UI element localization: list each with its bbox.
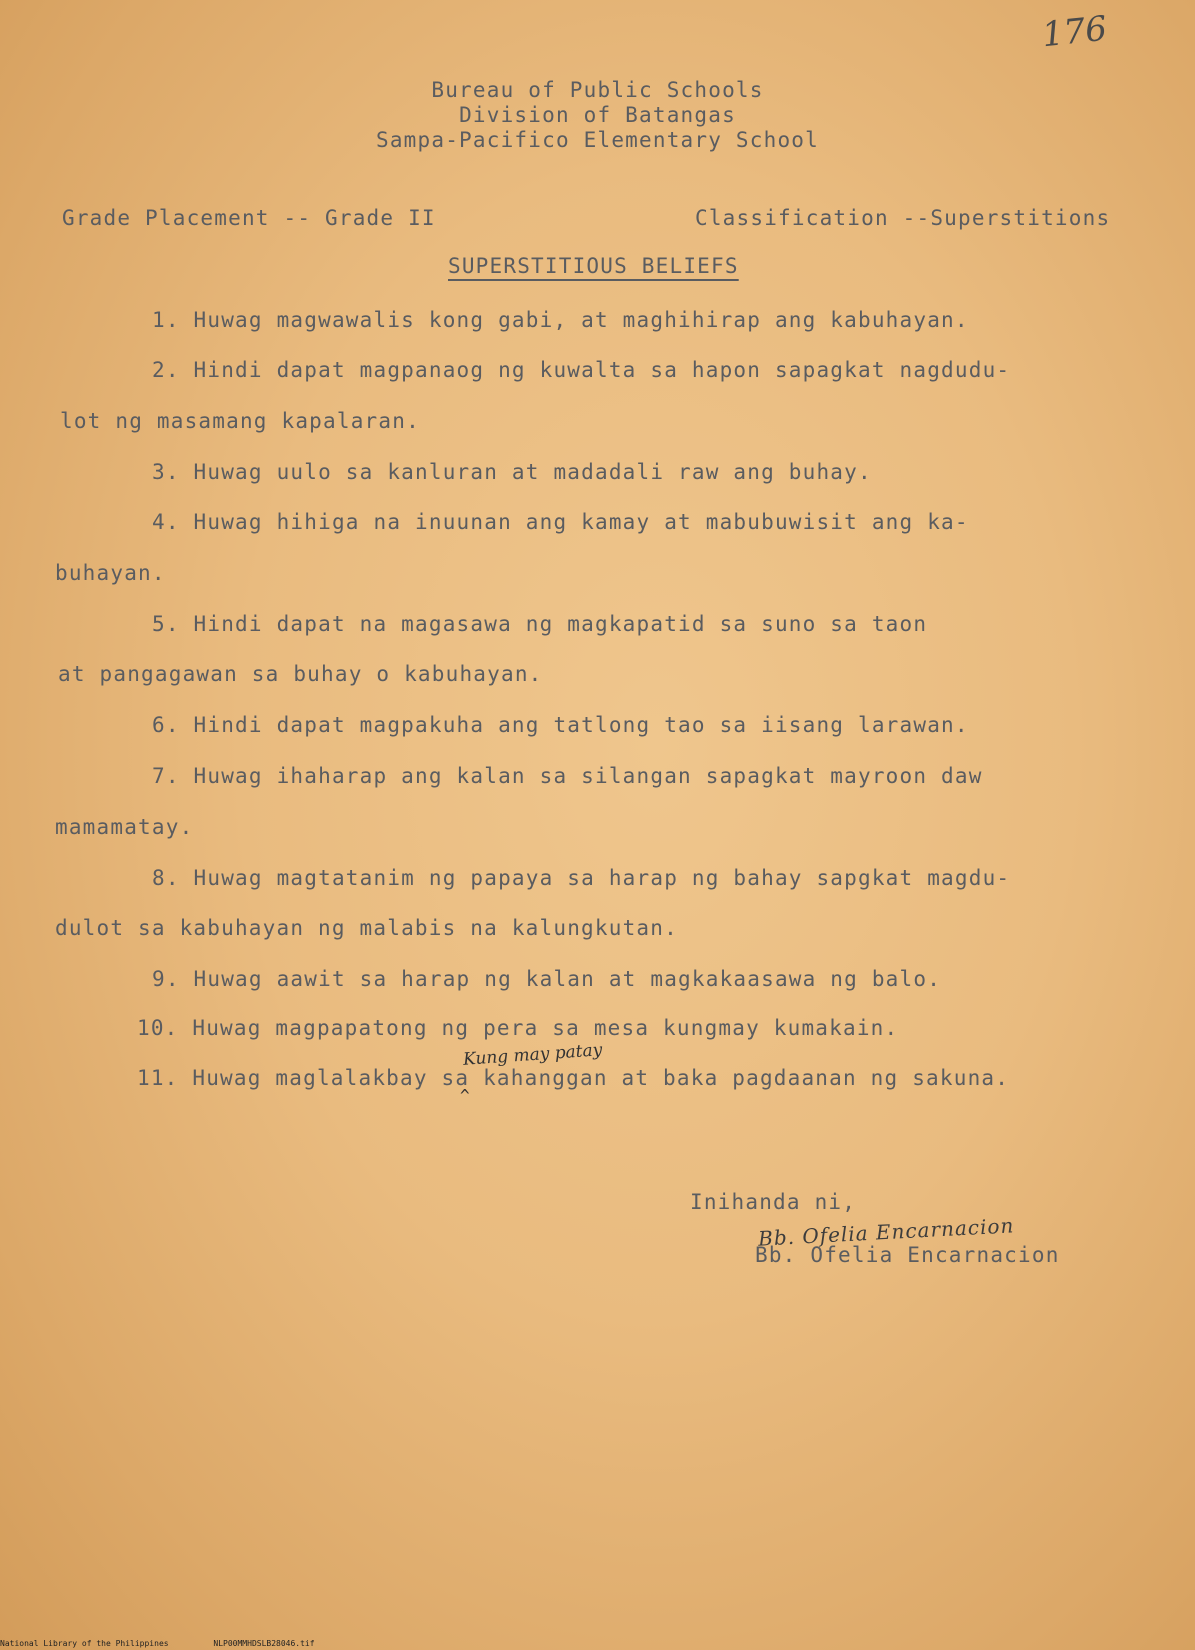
belief-line: 10. Huwag magpapatong ng pera sa mesa kungmay kumakain. [137, 1016, 899, 1040]
grade-placement: Grade Placement -- Grade II [62, 206, 436, 230]
belief-line: lot ng masamang kapalaran. [60, 409, 420, 433]
page-number: 176 [1040, 8, 1109, 56]
preparer-name: Bb. Ofelia Encarnacion [755, 1243, 1060, 1267]
belief-line: 6. Hindi dapat magpakuha ang tatlong tao sa iisang larawan. [152, 713, 969, 737]
header-bureau: Bureau of Public Schools [431, 78, 764, 102]
belief-line: 2. Hindi dapat magpanaog ng kuwalta sa hapon sapagkat nagdudu- [152, 358, 1011, 382]
belief-line: 3. Huwag uulo sa kanluran at madadali raw ang buhay. [152, 460, 872, 484]
footer [0, 1639, 355, 1648]
document-title: SUPERSTITIOUS BELIEFS [448, 254, 739, 278]
belief-line: 9. Huwag aawit sa harap ng kalan at magkakaasawa ng balo. [152, 967, 942, 991]
belief-line: 11. Huwag maglalakbay sa kahanggan at baka pagdaanan ng sakuna. [137, 1066, 1010, 1090]
handwritten-insertion: Kung may patay [462, 1040, 603, 1070]
belief-line: 1. Huwag magwawalis kong gabi, at maghihirap ang kabuhayan. [152, 308, 969, 332]
prepared-by: Inihanda ni, [690, 1190, 857, 1214]
belief-line: at pangagawan sa buhay o kabuhayan. [58, 662, 543, 686]
header-division: Division of Batangas [459, 103, 736, 127]
classification: Classification --Superstitions [695, 206, 1111, 230]
handwritten-signature: Bb. Ofelia Encarnacion [757, 1213, 1015, 1251]
belief-line: 8. Huwag magtatanim ng papaya sa harap ng bahay sapgkat magdu- [152, 866, 1011, 890]
header-school: Sampa-Pacifico Elementary School [376, 128, 819, 152]
belief-line: 7. Huwag ihaharap ang kalan sa silangan sapagkat mayroon daw [152, 764, 983, 788]
belief-line: mamamatay. [55, 815, 194, 839]
belief-line: dulot sa kabuhayan ng malabis na kalungkutan. [55, 916, 678, 940]
footer-file: NLP00MMHDSLB28046.tif [213, 1639, 315, 1648]
insertion-caret: ^ [460, 1086, 470, 1105]
belief-line: buhayan. [55, 561, 166, 585]
belief-line: 4. Huwag hihiga na inuunan ang kamay at mabubuwisit ang ka- [152, 510, 969, 534]
footer-library: National Library of the Philippines [0, 1639, 169, 1648]
belief-line: 5. Hindi dapat na magasawa ng magkapatid sa suno sa taon [152, 612, 928, 636]
